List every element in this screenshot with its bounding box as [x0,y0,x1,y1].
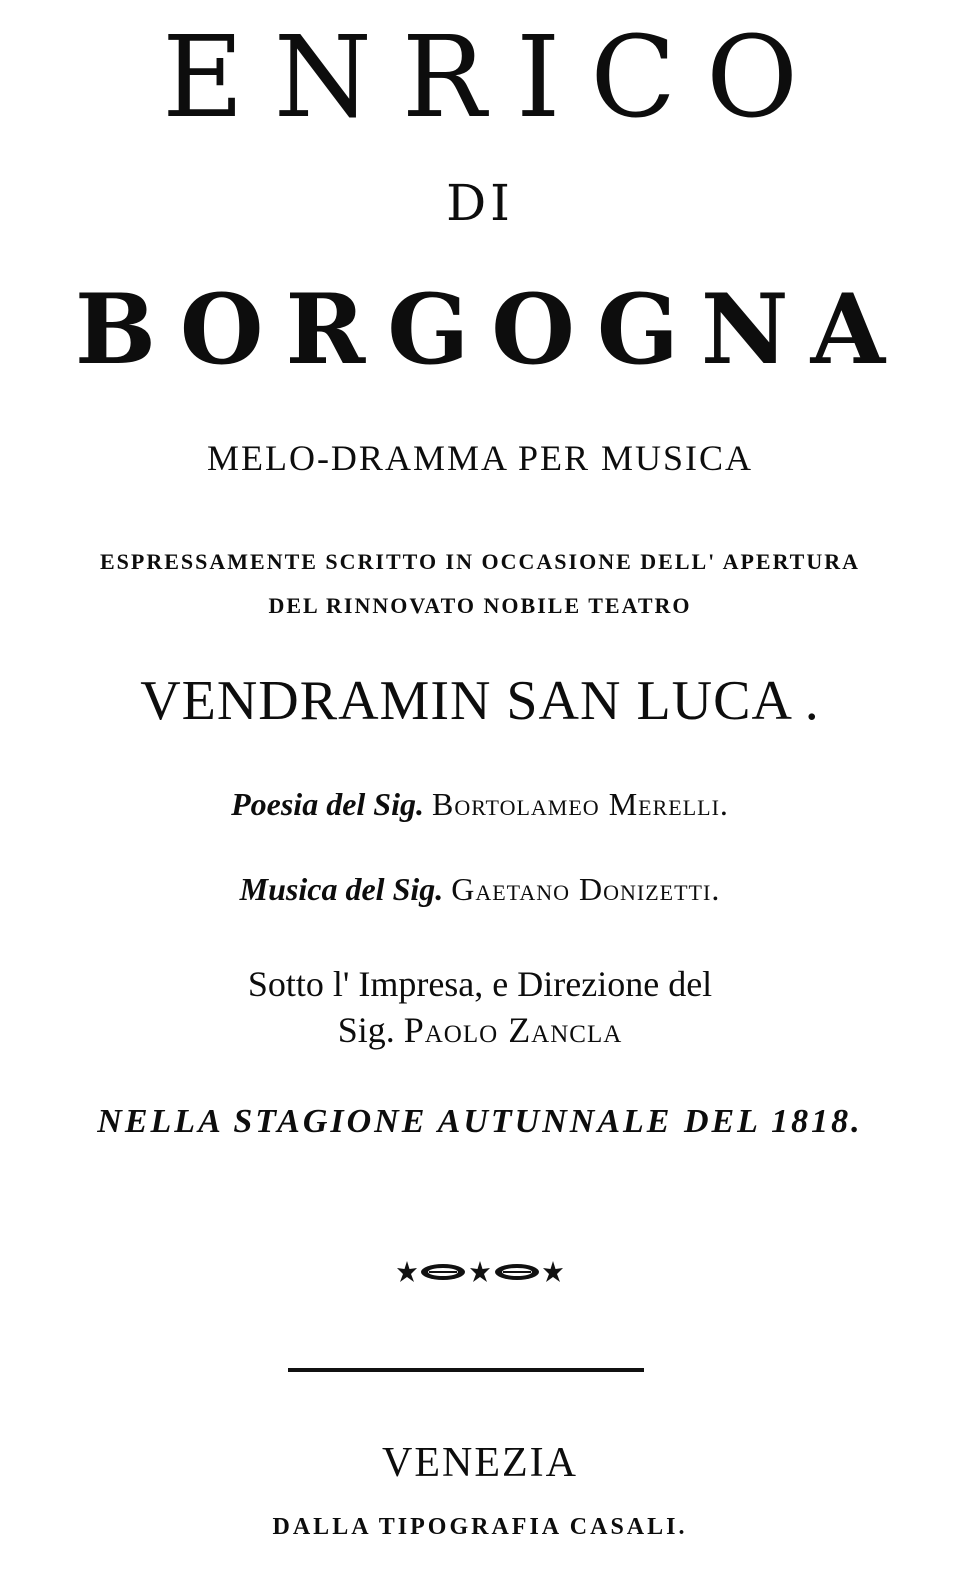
fleuron-ornament-icon [395,1257,565,1287]
imprint-city: VENEZIA [382,1440,578,1486]
poetry-name: Bortolameo Merelli. [431,786,729,822]
poetry-label: Poesia del Sig. [231,786,424,822]
occasion-line-1: ESPRESSAMENTE SCRITTO IN OCCASIONE DELL' APERTURA [99,549,861,574]
poetry-credit [0,788,960,820]
music-label: Musica del Sig. [239,871,444,907]
impresa-prefix: Sig. [337,1010,395,1050]
title-line-enrico: ENRICO [162,13,828,143]
title-line-di: DI [446,174,514,232]
impresa-line-2 [0,1012,960,1048]
occasion-line-2: DEL RINNOVATO NOBILE TEATRO [268,593,692,618]
theatre-name: VENDRAMIN SAN LUCA . [140,670,820,732]
music-name: Gaetano Donizetti. [451,871,721,907]
music-credit [0,873,960,905]
title-line-borgogna: BORGOGNA [74,273,908,386]
imprint-printer: DALLA TIPOGRAFIA CASALI. [272,1514,688,1540]
subtitle-genre: MELO-DRAMMA PER MUSICA [206,438,754,478]
season-line: NELLA STAGIONE AUTUNNALE DEL 1818. [97,1103,863,1140]
impresa-line-1: Sotto l' Impresa, e Direzione del [247,964,713,1004]
impresa-name: Paolo Zancla [403,1010,623,1050]
horizontal-rule [288,1368,644,1372]
